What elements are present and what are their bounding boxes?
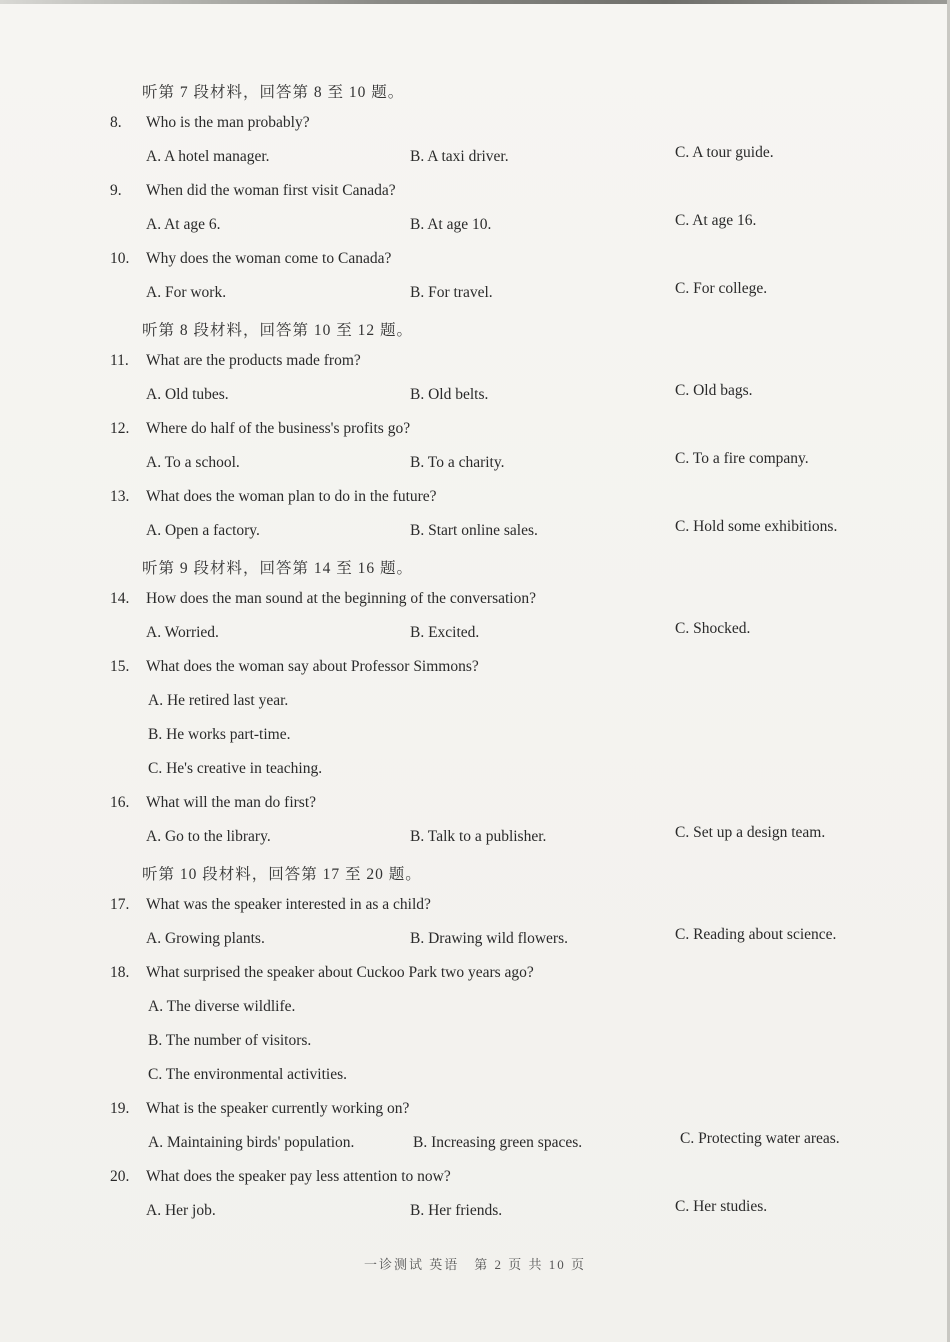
question-14 [110, 590, 900, 624]
option-a: A. The diverse wildlife. [148, 998, 296, 1015]
options-9 [110, 212, 900, 250]
option-c: C. Her studies. [675, 1198, 768, 1215]
option-a: A. Maintaining birds' population. [148, 1134, 355, 1151]
option-b: B. For travel. [410, 284, 493, 301]
question-text: What is the speaker currently working on? [146, 1100, 410, 1117]
question-number: 14. [110, 590, 130, 607]
question-number: 16. [110, 794, 130, 811]
option-c: C. Old bags. [675, 382, 753, 399]
option-a: A. Her job. [146, 1202, 216, 1219]
option-c: C. He's creative in teaching. [148, 760, 323, 777]
options-16 [110, 824, 900, 862]
options-10 [110, 280, 900, 318]
question-text: Who is the man probably? [146, 114, 310, 131]
option-b: B. Talk to a publisher. [410, 828, 547, 845]
options-19 [110, 1130, 900, 1168]
option-c: C. For college. [675, 280, 768, 297]
section-heading-7: 听第 7 段材料，回答第 8 至 10 题。 [142, 84, 405, 101]
question-19 [110, 1100, 900, 1134]
options-13 [110, 518, 900, 556]
option-a: A. Growing plants. [146, 930, 265, 947]
question-number: 18. [110, 964, 130, 981]
option-b: B. He works part-time. [148, 726, 291, 743]
question-number: 17. [110, 896, 130, 913]
option-c: C. To a fire company. [675, 450, 809, 467]
option-a: A. Worried. [146, 624, 219, 641]
option-a: A. To a school. [146, 454, 240, 471]
question-text: What does the woman plan to do in the future? [146, 488, 437, 505]
option-a: A. For work. [146, 284, 227, 301]
question-13 [110, 488, 900, 522]
option-b: B. Excited. [410, 624, 480, 641]
option-a: A. A hotel manager. [146, 148, 270, 165]
question-text: What was the speaker interested in as a child? [146, 896, 431, 913]
section-heading-10: 听第 10 段材料，回答第 17 至 20 题。 [142, 866, 422, 883]
option-a: A. Open a factory. [146, 522, 260, 539]
question-15 [110, 658, 900, 692]
question-text: What does the woman say about Professor Simmons? [146, 658, 479, 675]
question-number: 15. [110, 658, 130, 675]
options-17 [110, 926, 900, 964]
option-b: B. To a charity. [410, 454, 505, 471]
option-c: C. Protecting water areas. [680, 1130, 840, 1147]
question-8 [110, 114, 900, 148]
option-b: B. Her friends. [410, 1202, 503, 1219]
option-c: C. At age 16. [675, 212, 757, 229]
question-number: 13. [110, 488, 130, 505]
option-b: B. The number of visitors. [148, 1032, 312, 1049]
option-b: B. Increasing green spaces. [413, 1134, 583, 1151]
question-text: What are the products made from? [146, 352, 361, 369]
option-c: C. Hold some exhibitions. [675, 518, 838, 535]
question-number: 19. [110, 1100, 130, 1117]
option-b: B. Drawing wild flowers. [410, 930, 568, 947]
options-14 [110, 620, 900, 658]
option-b: B. At age 10. [410, 216, 492, 233]
option-b: B. A taxi driver. [410, 148, 509, 165]
question-number: 20. [110, 1168, 130, 1185]
question-10 [110, 250, 900, 284]
question-20 [110, 1168, 900, 1202]
question-11 [110, 352, 900, 386]
option-a: A. Old tubes. [146, 386, 229, 403]
option-b: B. Old belts. [410, 386, 489, 403]
section-heading-8: 听第 8 段材料，回答第 10 至 12 题。 [142, 322, 414, 339]
options-11 [110, 382, 900, 420]
page-footer: 一诊测试 英语 第 2 页 共 10 页 [363, 1257, 586, 1272]
question-text: What does the speaker pay less attention to now? [146, 1168, 451, 1185]
option-c: C. Reading about science. [675, 926, 837, 943]
question-text: How does the man sound at the beginning of the conversation? [146, 590, 536, 607]
question-number: 10. [110, 250, 130, 267]
option-c: C. Set up a design team. [675, 824, 826, 841]
question-16 [110, 794, 900, 828]
option-a: A. Go to the library. [146, 828, 271, 845]
question-list [110, 80, 900, 1236]
question-9 [110, 182, 900, 216]
option-a: A. He retired last year. [148, 692, 289, 709]
question-number: 8. [110, 114, 122, 131]
question-text: When did the woman first visit Canada? [146, 182, 396, 199]
option-b: B. Start online sales. [410, 522, 538, 539]
question-text: What surprised the speaker about Cuckoo Park two years ago? [146, 964, 534, 981]
question-text: Where do half of the business's profits go? [146, 420, 411, 437]
question-number: 9. [110, 182, 122, 199]
section-heading-9: 听第 9 段材料，回答第 14 至 16 题。 [142, 560, 414, 577]
question-number: 11. [110, 352, 129, 369]
option-c: C. Shocked. [675, 620, 751, 637]
question-text: Why does the woman come to Canada? [146, 250, 392, 267]
option-c: C. The environmental activities. [148, 1066, 348, 1083]
page-top-edge [0, 0, 950, 4]
question-18 [110, 964, 900, 998]
options-8 [110, 144, 900, 182]
option-c: C. A tour guide. [675, 144, 774, 161]
question-number: 12. [110, 420, 130, 437]
question-12 [110, 420, 900, 454]
options-20 [110, 1198, 900, 1236]
options-12 [110, 450, 900, 488]
option-a: A. At age 6. [146, 216, 221, 233]
question-text: What will the man do first? [146, 794, 317, 811]
question-17 [110, 896, 900, 930]
